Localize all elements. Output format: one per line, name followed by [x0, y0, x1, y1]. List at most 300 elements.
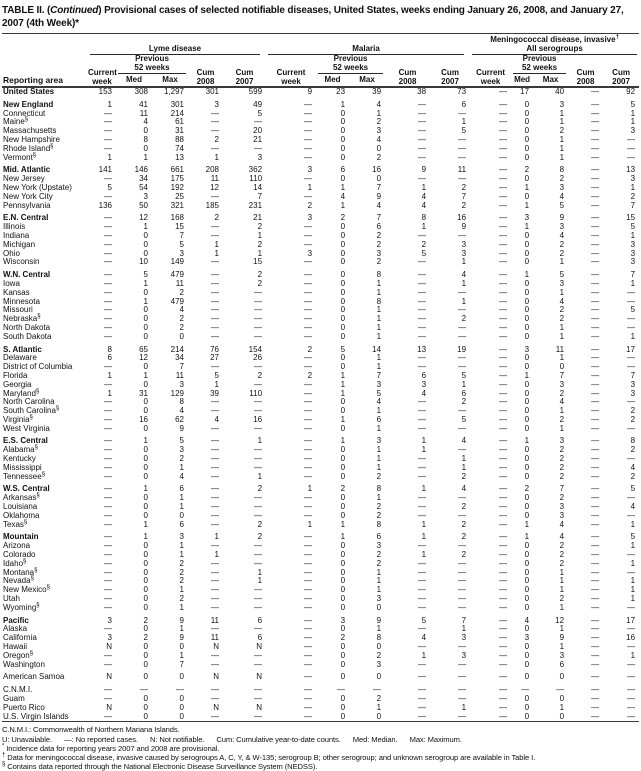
value-cell: —: [418, 406, 427, 416]
value-cell: N: [106, 642, 112, 652]
value-cell: —: [591, 685, 600, 695]
value-cell: —: [104, 379, 112, 389]
value-cell: 6: [257, 633, 263, 643]
value-cell: —: [304, 305, 313, 315]
value-cell: —: [140, 685, 148, 695]
value-cell: 0: [559, 362, 565, 372]
value-cell: —: [104, 222, 112, 232]
value-cell: 7: [179, 230, 184, 240]
value-cell: —: [104, 558, 112, 568]
value-cell: 2: [376, 558, 382, 568]
value-cell: 2: [461, 397, 467, 407]
value-cell: —: [591, 314, 600, 324]
value-cell: —: [458, 305, 467, 315]
table-row: [2, 381, 639, 390]
value-cell: —: [591, 454, 600, 464]
value-cell: 1: [214, 152, 219, 162]
value-cell: N: [213, 672, 219, 682]
reporting-area-cell: District of Columbia: [3, 362, 73, 372]
value-cell: —: [418, 117, 427, 127]
value-cell: 3: [376, 126, 382, 136]
reporting-area-cell: Oklahoma: [3, 510, 40, 520]
value-cell: —: [499, 397, 508, 407]
value-cell: 5: [630, 99, 636, 109]
value-cell: 110: [249, 388, 263, 398]
value-cell: —: [418, 143, 427, 153]
col-malaria-max: Max: [359, 75, 375, 84]
value-cell: 0: [340, 471, 346, 481]
value-cell: —: [211, 576, 219, 586]
value-cell: 149: [170, 257, 184, 267]
value-cell: —: [627, 322, 636, 332]
value-cell: 0: [524, 541, 530, 551]
value-cell: 5: [376, 388, 382, 398]
table-row: [2, 250, 639, 259]
value-cell: 3: [559, 650, 565, 660]
reporting-area-cell: Alaska: [3, 624, 28, 634]
value-cell: 0: [340, 305, 346, 315]
value-cell: 0: [143, 672, 148, 682]
value-cell: —: [211, 278, 219, 288]
value-cell: —: [499, 633, 508, 643]
value-cell: —: [211, 314, 219, 324]
value-cell: —: [418, 642, 427, 652]
value-cell: 1: [421, 445, 427, 455]
value-cell: 308: [134, 87, 148, 96]
value-cell: 1: [461, 462, 467, 472]
value-cell: —: [418, 502, 427, 512]
value-cell: 2: [179, 287, 184, 297]
value-cell: —: [104, 287, 112, 297]
value-cell: 0: [340, 462, 346, 472]
value-cell: 0: [340, 711, 346, 721]
reporting-area-cell: Arizona: [3, 541, 31, 551]
value-cell: —: [591, 567, 600, 577]
value-cell: —: [211, 541, 219, 551]
value-cell: —: [591, 270, 600, 280]
value-cell: —: [591, 257, 600, 267]
value-cell: —: [304, 191, 313, 201]
value-cell: —: [304, 454, 313, 464]
value-cell: 0: [524, 624, 530, 634]
value-cell: N: [256, 642, 263, 652]
value-cell: 4: [421, 633, 427, 643]
value-cell: —: [591, 331, 600, 341]
value-cell: —: [418, 99, 427, 109]
value-cell: 1: [421, 650, 427, 660]
value-cell: —: [627, 602, 636, 612]
value-cell: 1: [107, 99, 112, 109]
value-cell: 1: [214, 239, 219, 249]
value-cell: 0: [340, 152, 346, 162]
value-cell: 1: [143, 296, 148, 306]
value-cell: —: [591, 702, 600, 712]
value-cell: 0: [143, 331, 148, 341]
value-cell: —: [104, 117, 112, 127]
value-cell: 0: [340, 331, 346, 341]
value-cell: 214: [170, 108, 184, 118]
value-cell: 1: [179, 650, 184, 660]
value-cell: —: [104, 362, 112, 372]
reporting-area-cell: Kentucky: [3, 454, 36, 464]
value-cell: 2: [461, 532, 467, 542]
reporting-area-cell: Georgia: [3, 379, 32, 389]
value-cell: 1: [376, 493, 382, 503]
value-cell: 0: [340, 174, 346, 184]
value-cell: 0: [143, 248, 148, 258]
value-cell: —: [211, 685, 219, 695]
value-cell: 1: [559, 152, 565, 162]
value-cell: —: [418, 454, 427, 464]
value-cell: 11: [555, 344, 565, 354]
value-cell: 41: [139, 99, 148, 109]
value-cell: 6: [107, 353, 112, 363]
value-cell: —: [254, 558, 263, 568]
value-cell: 0: [179, 331, 184, 341]
value-cell: 1: [559, 585, 565, 595]
value-cell: —: [418, 152, 427, 162]
value-cell: —: [211, 558, 219, 568]
value-cell: 2: [559, 305, 565, 315]
value-cell: —: [104, 436, 112, 446]
value-cell: —: [591, 174, 600, 184]
value-cell: 1: [524, 270, 530, 280]
value-cell: —: [304, 397, 313, 407]
value-cell: —: [418, 305, 427, 315]
value-cell: 0: [524, 191, 530, 201]
value-cell: 3: [630, 126, 636, 136]
value-cell: —: [104, 423, 112, 433]
value-cell: 1: [340, 370, 346, 380]
value-cell: N: [256, 672, 263, 682]
table-row: [2, 533, 639, 542]
value-cell: —: [104, 471, 112, 481]
value-cell: 0: [340, 117, 346, 127]
value-cell: —: [304, 99, 313, 109]
value-cell: 0: [376, 143, 382, 153]
value-cell: 0: [143, 287, 148, 297]
value-cell: 3: [461, 633, 467, 643]
value-cell: 1: [179, 462, 184, 472]
value-cell: 0: [340, 585, 346, 595]
value-cell: 0: [143, 541, 148, 551]
value-cell: —: [458, 567, 467, 577]
value-cell: —: [211, 117, 219, 127]
value-cell: 6: [376, 222, 382, 232]
value-cell: —: [458, 685, 467, 695]
value-cell: —: [458, 331, 467, 341]
value-cell: 0: [179, 510, 184, 520]
value-cell: 9: [376, 191, 382, 201]
value-cell: —: [499, 305, 508, 315]
value-cell: 0: [524, 493, 530, 503]
value-cell: 0: [143, 445, 148, 455]
value-cell: 5: [143, 270, 148, 280]
table-row: [2, 704, 639, 713]
value-cell: 26: [253, 353, 263, 363]
table-row: [2, 455, 639, 464]
value-cell: —: [304, 624, 313, 634]
value-cell: —: [499, 702, 508, 712]
value-cell: —: [254, 331, 263, 341]
value-cell: 2: [630, 406, 636, 416]
value-cell: 1: [461, 278, 467, 288]
value-cell: 9: [559, 633, 565, 643]
reporting-area-cell: South Carolina§: [3, 405, 60, 416]
value-cell: —: [591, 296, 600, 306]
group-header-row: [2, 34, 639, 56]
value-cell: —: [418, 702, 427, 712]
value-cell: 1: [143, 152, 148, 162]
value-cell: 12: [139, 213, 148, 223]
value-cell: 4: [630, 462, 636, 472]
reporting-area-cell: Kansas: [3, 287, 30, 297]
value-cell: 1: [143, 278, 148, 288]
value-cell: 0: [340, 502, 346, 512]
reporting-area-cell: North Carolina: [3, 397, 55, 407]
value-cell: 9: [179, 615, 184, 625]
value-cell: —: [499, 213, 508, 223]
value-cell: —: [254, 602, 263, 612]
value-cell: 1: [630, 278, 636, 288]
value-cell: 2: [214, 213, 219, 223]
value-cell: —: [304, 436, 313, 446]
value-cell: —: [304, 379, 313, 389]
value-cell: —: [211, 694, 219, 703]
value-cell: 8: [179, 397, 184, 407]
table-row: [2, 346, 639, 355]
value-cell: —: [418, 314, 427, 324]
value-cell: —: [499, 152, 508, 162]
value-cell: 2: [524, 165, 530, 175]
value-cell: 0: [143, 650, 148, 660]
table-row: [2, 214, 639, 223]
value-cell: 1: [630, 519, 636, 529]
value-cell: 0: [524, 126, 530, 136]
value-cell: —: [499, 331, 508, 341]
value-cell: —: [211, 471, 219, 481]
value-cell: —: [104, 493, 112, 503]
value-cell: —: [627, 672, 636, 682]
value-cell: —: [591, 165, 600, 175]
value-cell: —: [627, 510, 636, 520]
value-cell: 301: [170, 99, 184, 109]
value-cell: —: [499, 510, 508, 520]
value-cell: 0: [340, 257, 346, 267]
value-cell: N: [213, 642, 219, 652]
value-cell: 1: [630, 331, 636, 341]
table-row: [2, 280, 639, 289]
value-cell: —: [304, 414, 313, 424]
value-cell: 0: [143, 602, 148, 612]
value-cell: 9: [179, 423, 184, 433]
value-cell: 0: [340, 594, 346, 604]
value-cell: 1: [143, 519, 148, 529]
value-cell: 1: [376, 353, 382, 363]
value-cell: 11: [175, 370, 184, 380]
value-cell: 1: [524, 200, 530, 210]
value-cell: 4: [461, 270, 467, 280]
value-cell: 2: [179, 314, 184, 324]
value-cell: 1: [630, 230, 636, 240]
value-cell: N: [106, 702, 112, 712]
value-cell: 0: [340, 567, 346, 577]
value-cell: 6: [376, 414, 382, 424]
value-cell: —: [254, 462, 263, 472]
value-cell: 4: [630, 502, 636, 512]
col-malaria-cum-2007: Cum 2007: [441, 68, 459, 86]
value-cell: —: [591, 143, 600, 153]
value-cell: 141: [98, 165, 112, 175]
group-header-lyme-disease: Lyme disease: [88, 34, 266, 56]
value-cell: 3: [179, 379, 184, 389]
value-cell: 31: [175, 126, 184, 136]
value-cell: 3: [559, 99, 565, 109]
value-cell: 4: [376, 397, 382, 407]
value-cell: —: [104, 659, 112, 669]
value-cell: —: [304, 471, 313, 481]
value-cell: —: [591, 633, 600, 643]
value-cell: 7: [376, 370, 382, 380]
table-row: [2, 560, 639, 569]
value-cell: —: [418, 585, 427, 595]
value-cell: —: [104, 257, 112, 267]
value-cell: 4: [559, 397, 565, 407]
reporting-area-cell: Tennessee§: [3, 471, 46, 481]
table-row: [2, 595, 639, 604]
value-cell: 1: [421, 222, 427, 232]
value-cell: 34: [139, 174, 148, 184]
value-cell: —: [418, 126, 427, 136]
group-header-malaria: Malaria: [266, 34, 470, 56]
value-cell: 3: [630, 257, 636, 267]
value-cell: —: [304, 602, 313, 612]
value-cell: —: [591, 510, 600, 520]
value-cell: —: [499, 287, 508, 297]
value-cell: 1: [376, 567, 382, 577]
value-cell: —: [211, 484, 219, 494]
value-cell: 192: [170, 182, 184, 192]
value-cell: 10: [139, 257, 148, 267]
value-cell: —: [211, 397, 219, 407]
value-cell: 0: [143, 423, 148, 433]
value-cell: 0: [524, 314, 530, 324]
value-cell: —: [591, 436, 600, 446]
value-cell: —: [458, 423, 467, 433]
value-cell: —: [458, 134, 467, 144]
value-cell: —: [304, 423, 313, 433]
value-cell: 599: [248, 87, 263, 96]
value-cell: —: [104, 532, 112, 542]
value-cell: —: [211, 567, 219, 577]
value-cell: 2: [421, 239, 427, 249]
value-cell: —: [591, 287, 600, 297]
reporting-area-cell: Indiana: [3, 230, 30, 240]
value-cell: 2: [559, 445, 565, 455]
table-row: [2, 258, 639, 267]
value-cell: —: [591, 117, 600, 127]
value-cell: 0: [524, 471, 530, 481]
value-cell: —: [499, 353, 508, 363]
value-cell: 2: [559, 239, 565, 249]
reporting-area-cell: Rhode Island§: [3, 143, 54, 153]
value-cell: 1: [421, 436, 427, 446]
value-cell: 1: [214, 550, 219, 560]
value-cell: —: [418, 659, 427, 669]
value-cell: —: [499, 519, 508, 529]
col-mening-med: Med: [514, 75, 531, 84]
value-cell: —: [627, 314, 636, 324]
value-cell: —: [591, 379, 600, 389]
value-cell: 1: [257, 436, 263, 446]
table-row: [2, 643, 639, 652]
value-cell: 17: [626, 344, 636, 354]
value-cell: 7: [179, 362, 184, 372]
value-cell: —: [418, 230, 427, 240]
value-cell: 1: [559, 406, 565, 416]
value-cell: 2: [559, 248, 565, 258]
table-row: [2, 425, 639, 434]
value-cell: —: [254, 550, 263, 560]
value-cell: 0: [524, 362, 530, 372]
value-cell: —: [304, 322, 313, 332]
value-cell: 3: [214, 99, 219, 109]
title-part3: ) Provisional cases of selected notifiable diseases, United States, weeks ending January 26, 2008, and January 27, 2007 (4th Week)*: [2, 5, 624, 29]
value-cell: —: [254, 314, 263, 324]
value-cell: —: [499, 541, 508, 551]
value-cell: 7: [630, 270, 636, 280]
value-cell: —: [211, 624, 219, 634]
value-cell: —: [304, 134, 313, 144]
table-row: [2, 289, 639, 298]
value-cell: —: [591, 602, 600, 612]
value-cell: 0: [340, 650, 346, 660]
value-cell: —: [627, 642, 636, 652]
value-cell: —: [627, 143, 636, 153]
table-row: [2, 271, 639, 280]
value-cell: —: [304, 711, 313, 721]
value-cell: 0: [524, 576, 530, 586]
value-cell: —: [627, 152, 636, 162]
reporting-area-cell: New Jersey: [3, 174, 45, 184]
value-cell: 1: [143, 436, 148, 446]
value-cell: —: [499, 344, 508, 354]
value-cell: —: [104, 230, 112, 240]
value-cell: 1: [461, 117, 467, 127]
value-cell: —: [627, 567, 636, 577]
value-cell: 6: [179, 519, 184, 529]
value-cell: 2: [559, 414, 565, 424]
value-cell: 21: [253, 213, 263, 223]
reporting-area-cell: U.S. Virgin Islands: [3, 711, 69, 721]
table-row: [2, 569, 639, 578]
value-cell: 1: [421, 532, 427, 542]
value-cell: 2: [559, 541, 565, 551]
value-cell: 3: [559, 278, 565, 288]
value-cell: —: [591, 462, 600, 472]
value-cell: 0: [143, 379, 148, 389]
value-cell: 3: [461, 650, 467, 660]
value-cell: 1: [179, 624, 184, 634]
value-cell: —: [458, 108, 467, 118]
value-cell: —: [627, 423, 636, 433]
value-cell: 1: [461, 702, 467, 712]
value-cell: —: [211, 711, 219, 721]
value-cell: 0: [340, 314, 346, 324]
value-cell: 5: [461, 414, 467, 424]
value-cell: —: [304, 585, 313, 595]
value-cell: 1: [559, 576, 565, 586]
